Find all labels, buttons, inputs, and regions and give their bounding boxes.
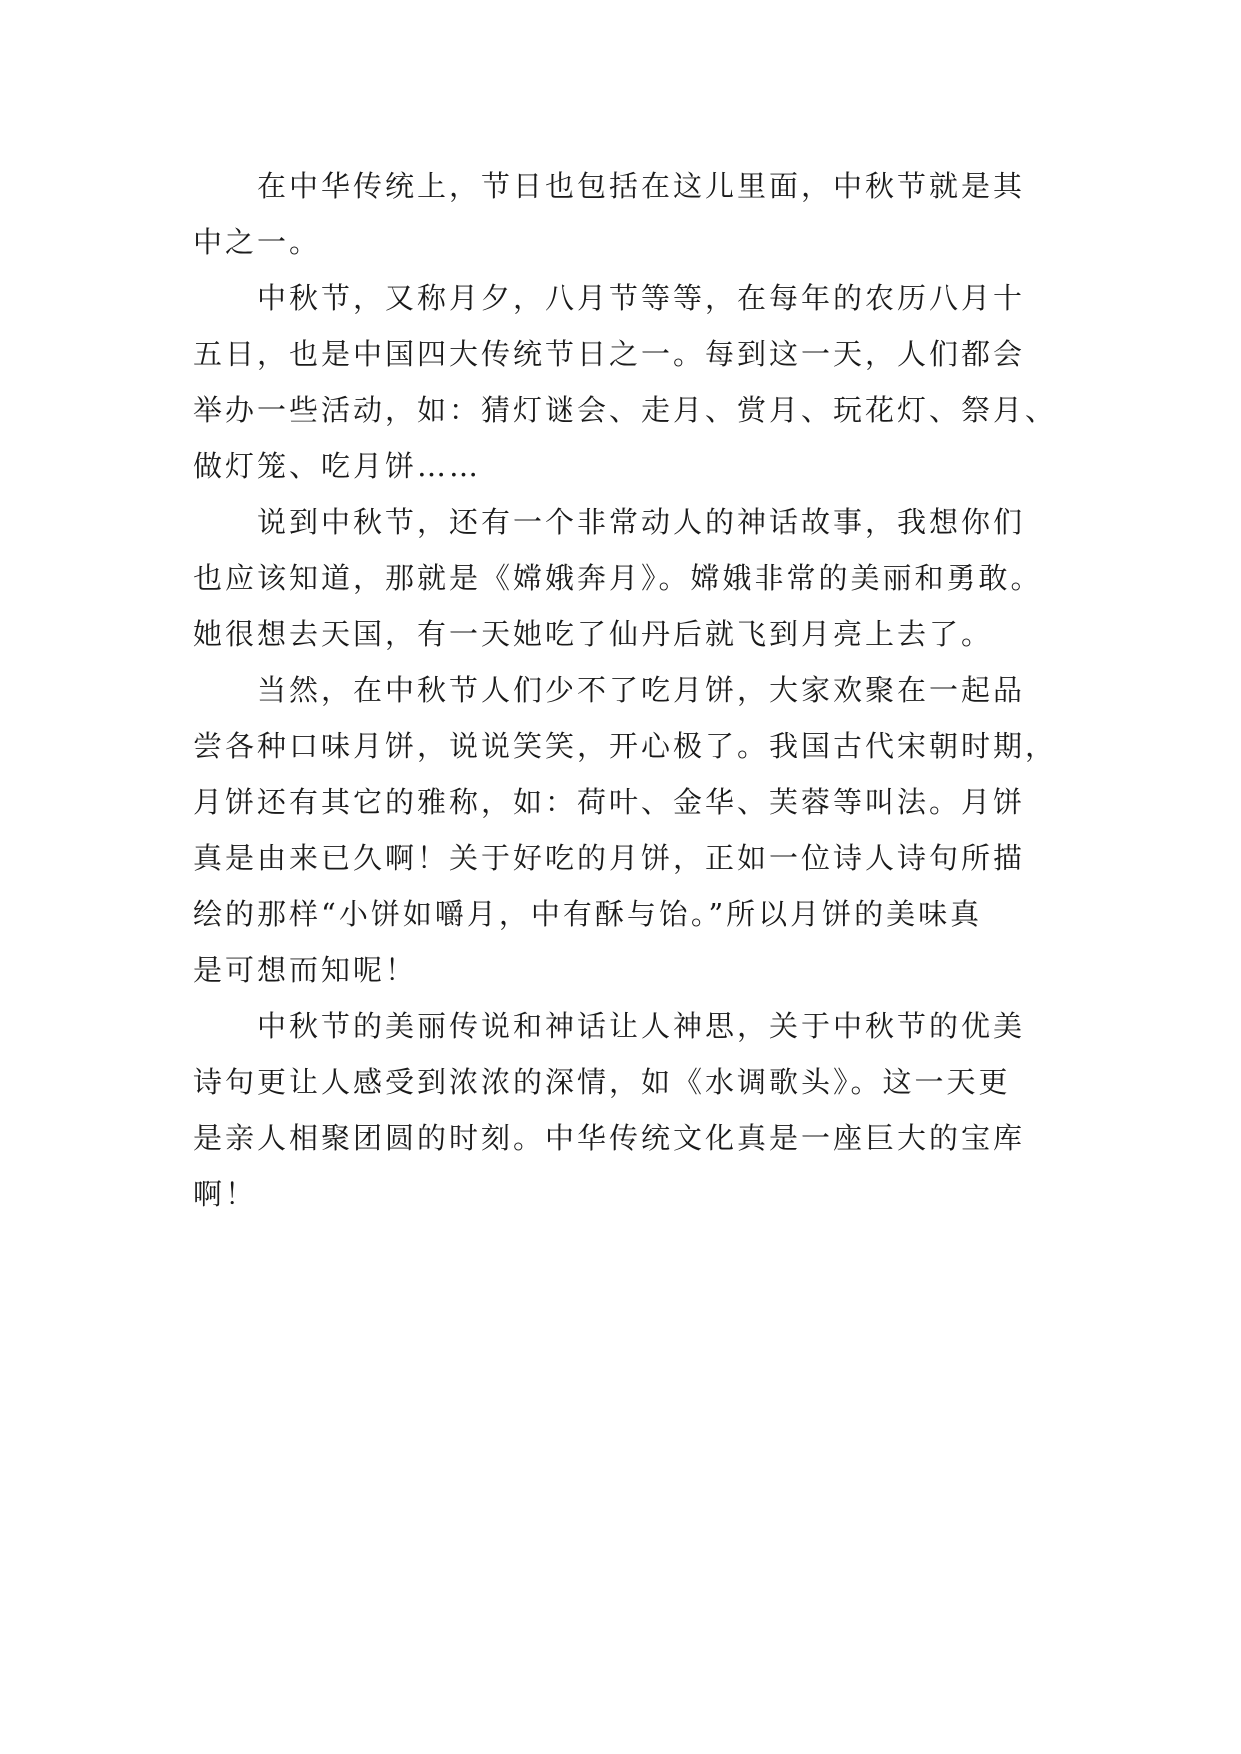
text-line: 在中华传统上，节日也包括在这儿里面，中秋节就是其 xyxy=(257,169,1026,203)
text-line: 中秋节的美丽传说和神话让人神思，关于中秋节的优美 xyxy=(257,1009,1026,1043)
text-line: 是亲人相聚团圆的时刻。中华传统文化真是一座巨大的宝库 xyxy=(193,1121,1026,1155)
paragraph xyxy=(193,270,1063,494)
paragraph xyxy=(193,494,1063,662)
text-line: 绘的那样“小饼如嚼月，中有酥与饴。”所以月饼的美味真 xyxy=(193,897,983,931)
paragraph xyxy=(193,158,1063,270)
text-line: 诗句更让人感受到浓浓的深情，如《水调歌头》。这一天更 xyxy=(193,1065,1011,1099)
text-line: 尝各种口味月饼，说说笑笑，开心极了。我国古代宋朝时期， xyxy=(193,729,1058,763)
text-line: 也应该知道，那就是《嫦娥奔月》。嫦娥非常的美丽和勇敢。 xyxy=(193,561,1043,595)
text-line: 说到中秋节，还有一个非常动人的神话故事，我想你们 xyxy=(257,505,1026,539)
paragraph xyxy=(193,998,1063,1222)
text-line: 月饼还有其它的雅称，如：荷叶、金华、芙蓉等叫法。月饼 xyxy=(193,785,1026,819)
text-line: 啊！ xyxy=(193,1177,258,1211)
text-line: 中之一。 xyxy=(193,225,322,259)
essay-body xyxy=(193,158,1063,1222)
text-line: 她很想去天国，有一天她吃了仙丹后就飞到月亮上去了。 xyxy=(193,617,994,651)
text-line: 五日，也是中国四大传统节日之一。每到这一天，人们都会 xyxy=(193,337,1026,371)
text-line: 真是由来已久啊！关于好吃的月饼，正如一位诗人诗句所描 xyxy=(193,841,1026,875)
text-line: 做灯笼、吃月饼…… xyxy=(193,449,482,483)
paragraph xyxy=(193,662,1063,998)
text-line: 是可想而知呢！ xyxy=(193,953,418,987)
text-line: 中秋节，又称月夕，八月节等等，在每年的农历八月十 xyxy=(257,281,1026,315)
text-line: 当然，在中秋节人们少不了吃月饼，大家欢聚在一起品 xyxy=(257,673,1026,707)
text-line: 举办一些活动，如：猜灯谜会、走月、赏月、玩花灯、祭月、 xyxy=(193,393,1058,427)
